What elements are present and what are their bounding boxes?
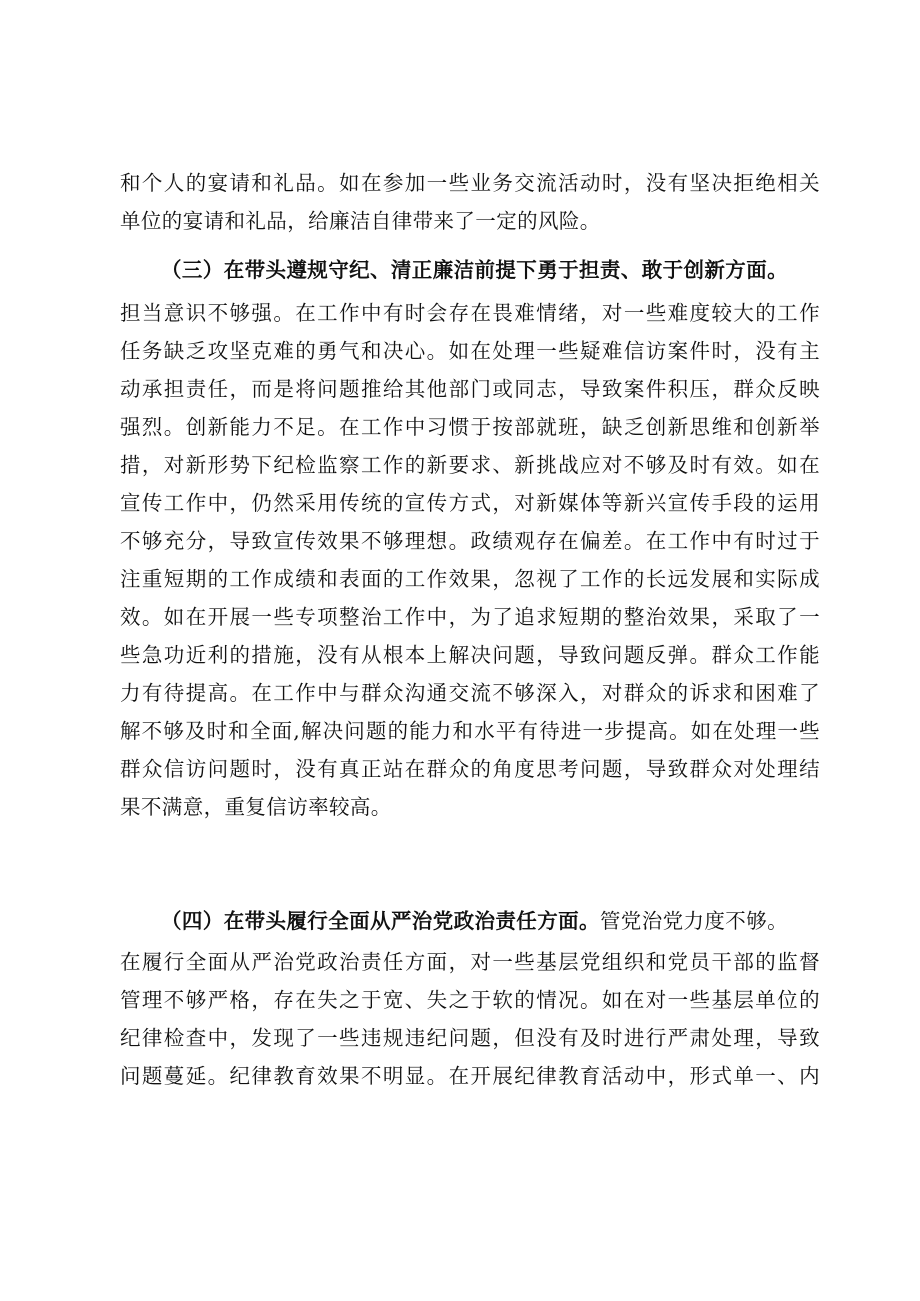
paragraph-section-4 [120,902,820,940]
text-line: 措，对新形势下纪检监察工作的新要求、新挑战应对不够及时有效。如在 [120,453,820,477]
text-line: 单位的宴请和礼品，给廉洁自律带来了一定的风险。 [120,209,601,233]
text-line: 问题蔓延。纪律教育效果不明显。在开展纪律教育活动中，形式单一、内 [120,1064,820,1088]
text-line: 效。如在开展一些专项整治工作中，为了追求短期的整治效果，采取了一 [120,605,820,629]
text-line: 强烈。创新能力不足。在工作中习惯于按部就班，缺乏创新思维和创新举 [120,415,820,439]
paragraph-continuation [120,164,820,240]
text-line: 注重短期的工作成绩和表面的工作效果，忽视了工作的长远发展和实际成 [120,567,820,591]
section-heading-line [120,902,820,940]
text-line: 群众信访问题时，没有真正站在群众的角度思考问题，导致群众对处理结 [120,757,820,781]
text-line: 动承担责任，而是将问题推给其他部门或同志，导致案件积压，群众反映 [120,377,820,401]
text-line: 不够充分，导致宣传效果不够理想。政绩观存在偏差。在工作中有时过于 [120,529,820,553]
paragraph-section-4-body [120,943,820,1095]
section-heading: （四）在带头履行全面从严治党政治责任方面。 [161,909,600,933]
text-line: 力有待提高。在工作中与群众沟通交流不够深入，对群众的诉求和困难了 [120,681,820,705]
text-line: 担当意识不够强。在工作中有时会存在畏难情绪，对一些难度较大的工作 [120,301,820,325]
text-line: 些急功近利的措施，没有从根本上解决问题，导致问题反弹。群众工作能 [120,643,820,667]
paragraph-section-3-body [120,294,820,826]
text-line: 在履行全面从严治党政治责任方面，对一些基层党组织和党员干部的监督 [120,950,820,974]
text-line: 宣传工作中，仍然采用传统的宣传方式，对新媒体等新兴宣传手段的运用 [120,491,820,515]
text-line: 和个人的宴请和礼品。如在参加一些业务交流活动时，没有坚决拒绝相关 [120,171,820,195]
text-line: 纪律检查中，发现了一些违规违纪问题，但没有及时进行严肃处理，导致 [120,1026,820,1050]
text-line: 果不满意，重复信访率较高。 [120,795,392,819]
text-line: 任务缺乏攻坚克难的勇气和决心。如在处理一些疑难信访案件时，没有主 [120,339,820,363]
text-line: 解不够及时和全面,解决问题的能力和水平有待进一步提高。如在处理一些 [120,719,820,743]
section-heading: （三）在带头遵规守纪、清正廉洁前提下勇于担责、敢于创新方面。 [161,258,788,282]
paragraph-section-3 [120,251,820,289]
section-heading-tail: 管党治党力度不够。 [599,909,789,933]
text-line: 管理不够严格，存在失之于宽、失之于软的情况。如在对一些基层单位的 [120,988,820,1012]
